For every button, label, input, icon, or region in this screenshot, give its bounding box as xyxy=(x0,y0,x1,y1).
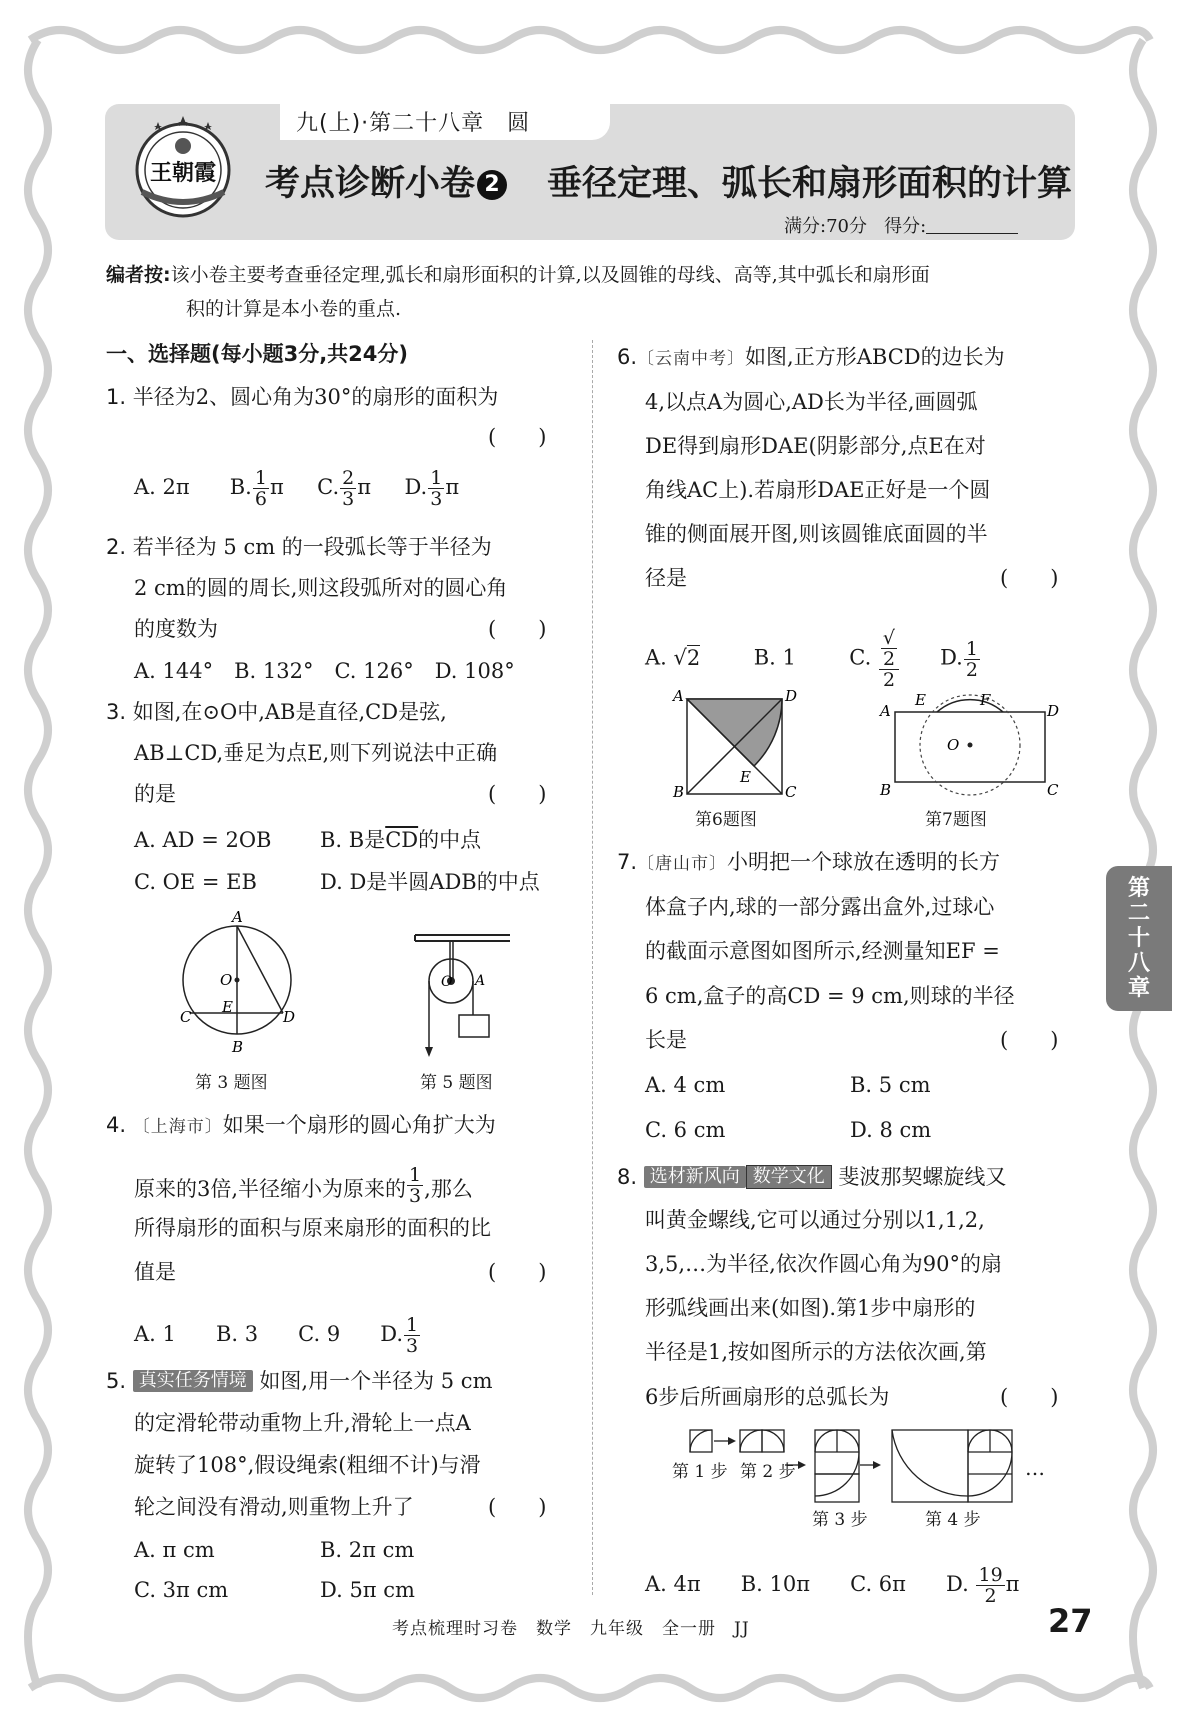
page-number: 27 xyxy=(1048,1602,1093,1640)
q7-option-b: B. 5 cm xyxy=(850,1073,931,1097)
question-4: 4. 〔上海市〕如果一个扇形的圆心角扩大为 xyxy=(106,1113,496,1137)
page-title: 考点诊断小卷 2 垂径定理、弧长和扇形面积的计算 xyxy=(265,164,1073,204)
q2-line3: 的度数为 xyxy=(134,617,218,641)
q1-options: A. 2π B. $\frac{1}{6}$ π C. $\frac{2}{3}$ π D. $\frac{1}{3}$ π xyxy=(134,467,460,510)
q5-line4: 轮之间没有滑动,则重物上升了 xyxy=(134,1495,414,1519)
q7-line4: 6 cm,盒子的高CD = 9 cm,则球的半径 xyxy=(645,984,1015,1008)
svg-text:C: C xyxy=(785,783,797,801)
question-2: 2. 若半径为 5 cm 的一段弧长等于半径为 xyxy=(106,535,492,559)
q6-line4: 角线AC上).若扇形DAE正好是一个圆 xyxy=(645,478,991,502)
q8-tag-math-culture: 数学文化 xyxy=(746,1165,832,1189)
svg-text:B: B xyxy=(880,781,892,799)
question-3: 3. 如图,在⊙O中,AB是直径,CD是弦, xyxy=(106,700,447,724)
q7-answer-paren: ( ) xyxy=(1000,1028,1059,1052)
svg-text:E: E xyxy=(222,998,233,1016)
step4-label: 第 4 步 xyxy=(925,1510,981,1530)
q8-answer-paren: ( ) xyxy=(1000,1385,1059,1409)
publisher-logo xyxy=(128,112,238,222)
q7-option-d: D. 8 cm xyxy=(850,1118,932,1142)
q8-line2: 叫黄金螺线,它可以通过分别以1,1,2, xyxy=(645,1208,985,1232)
q5-option-b: B. 2π cm xyxy=(320,1538,415,1562)
q7-line3: 的截面示意图如图所示,经测量知EF = xyxy=(645,939,1000,963)
q7-option-c: C. 6 cm xyxy=(645,1118,726,1142)
q6-answer-paren: ( ) xyxy=(1000,566,1059,590)
svg-text:D: D xyxy=(785,687,798,705)
q6-line5: 锥的侧面展开图,则该圆锥底面圆的半 xyxy=(645,522,988,546)
figure-6-caption: 第6题图 xyxy=(695,810,757,830)
section-title: 一、选择题(每小题3分,共24分) xyxy=(106,342,409,366)
q7-option-a: A. 4 cm xyxy=(645,1073,726,1097)
q7-line2: 体盒子内,球的一部分露出盒外,过球心 xyxy=(645,895,995,919)
svg-text:E: E xyxy=(915,691,926,709)
title-number-badge: 2 xyxy=(477,170,507,200)
q5-option-d: D. 5π cm xyxy=(320,1578,415,1602)
chapter-label: 九(上)·第二十八章 圆 xyxy=(296,111,531,136)
q4-line4: 值是 xyxy=(134,1260,176,1284)
step2-label: 第 2 步 xyxy=(740,1462,796,1482)
figure-7-caption: 第7题图 xyxy=(925,810,987,830)
q2-line2: 2 cm的圆的周长,则这段弧所对的圆心角 xyxy=(134,576,508,600)
column-divider xyxy=(592,340,593,1595)
q3-line2: AB⊥CD,垂足为点E,则下列说法中正确 xyxy=(134,741,498,765)
svg-text:D: D xyxy=(283,1008,296,1026)
q3-option-d: D. D是半圆ADB的中点 xyxy=(320,870,540,894)
figure-6-square-sector xyxy=(665,685,805,805)
figure-3-caption: 第 3 题图 xyxy=(195,1073,268,1093)
q4-options: A. 1 B. 3 C. 9 D. $\frac{1}{3}$ xyxy=(134,1314,419,1357)
q3-option-b: B. B是$\overline{CD}$的中点 xyxy=(320,828,482,852)
svg-text:A: A xyxy=(475,973,486,989)
svg-text:C: C xyxy=(1047,781,1059,799)
q8-line4: 形弧线画出来(如图).第1步中扇形的 xyxy=(645,1296,976,1320)
figure-7-ball-in-box xyxy=(875,690,1060,805)
svg-text:O: O xyxy=(441,974,453,990)
q7-line5: 长是 xyxy=(645,1028,687,1052)
q2-options: A. 144° B. 132° C. 126° D. 108° xyxy=(134,659,515,683)
q5-tag: 真实任务情境 xyxy=(133,1370,253,1392)
question-8: 8. 选材新风向 数学文化 斐波那契螺旋线又 xyxy=(617,1165,1007,1189)
svg-text:O: O xyxy=(947,736,960,754)
question-6: 6.〔云南中考〕如图,正方形ABCD的边长为 xyxy=(617,345,1005,369)
q8-line3: 3,5,…为半径,依次作圆心角为90°的扇 xyxy=(645,1252,1002,1276)
q5-option-a: A. π cm xyxy=(134,1538,215,1562)
q3-answer-paren: ( ) xyxy=(488,782,547,806)
svg-text:D: D xyxy=(1047,702,1060,720)
figure-5-pulley xyxy=(405,925,515,1065)
q3-option-a: A. AD = 2OB xyxy=(134,828,272,852)
q8-options: A. 4π B. 10π C. 6π D. $\frac{19}{2}$ π xyxy=(645,1564,1020,1607)
figure-3-circle xyxy=(170,910,310,1060)
q1-answer-paren: ( ) xyxy=(488,425,547,449)
score-blank[interactable] xyxy=(926,217,1018,234)
question-7: 7.〔唐山市〕小明把一个球放在透明的长方 xyxy=(617,850,1001,874)
svg-text:E: E xyxy=(740,768,751,786)
question-5: 5. 真实任务情境 如图,用一个半径为 5 cm xyxy=(106,1369,493,1393)
footer-text: 考点梳理时习卷 数学 九年级 全一册 JJ xyxy=(392,1619,750,1639)
svg-text:A: A xyxy=(232,908,243,926)
q8-line5: 半径是1,按如图所示的方法依次画,第 xyxy=(645,1340,987,1364)
svg-text:C: C xyxy=(180,1008,192,1026)
q2-answer-paren: ( ) xyxy=(488,617,547,641)
q5-line2: 的定滑轮带动重物上升,滑轮上一点A xyxy=(134,1411,471,1435)
step1-label: 第 1 步 xyxy=(672,1462,728,1482)
q6-line6: 径是 xyxy=(645,566,687,590)
q5-line3: 旋转了108°,假设绳索(粗细不计)与滑 xyxy=(134,1453,481,1477)
editor-note: 编者按:该小卷主要考查垂径定理,弧长和扇形面积的计算,以及圆锥的母线、高等,其中弧长和扇形面 积的计算是本小卷的重点. xyxy=(106,264,930,320)
q6-line3: DE得到扇形DAE(阴影部分,点E在对 xyxy=(645,434,986,458)
q4-line3: 所得扇形的面积与原来扇形的面积的比 xyxy=(134,1216,491,1240)
question-1: 1. 半径为2、圆心角为30°的扇形的面积为 xyxy=(106,385,499,409)
score-line: 满分:70分 得分: xyxy=(784,212,1018,238)
q3-line3: 的是 xyxy=(134,782,176,806)
q4-line2: 原来的3倍,半径缩小为原来的 $\frac{1}{3}$ ,那么 xyxy=(134,1164,473,1207)
logo-text: 王朝霞 xyxy=(149,160,217,186)
svg-text:B: B xyxy=(232,1038,244,1056)
q6-options: A. √2 B. 1 C. √ 2 2 D. $\frac{1}{2}$ xyxy=(645,627,978,691)
q5-answer-paren: ( ) xyxy=(488,1495,547,1519)
figure-8-fibonacci-steps xyxy=(670,1425,1070,1510)
q8-tag-new-trend: 选材新风向 xyxy=(644,1166,746,1188)
q3-option-c: C. OE = EB xyxy=(134,870,257,894)
q6-line2: 4,以点A为圆心,AD长为半径,画圆弧 xyxy=(645,390,978,414)
q4-answer-paren: ( ) xyxy=(488,1260,547,1284)
q8-line6: 6步后所画扇形的总弧长为 xyxy=(645,1385,890,1409)
svg-text:O: O xyxy=(220,971,233,989)
svg-text:A: A xyxy=(880,702,891,720)
step3-label: 第 3 步 xyxy=(812,1510,868,1530)
svg-text:F: F xyxy=(980,691,991,709)
svg-text:B: B xyxy=(673,783,685,801)
q5-option-c: C. 3π cm xyxy=(134,1578,229,1602)
step-ellipsis: … xyxy=(1025,1456,1045,1480)
chapter-side-tab[interactable]: 第 二 十 八 章 xyxy=(1106,866,1172,1011)
svg-text:A: A xyxy=(673,687,684,705)
figure-5-caption: 第 5 题图 xyxy=(420,1073,493,1093)
